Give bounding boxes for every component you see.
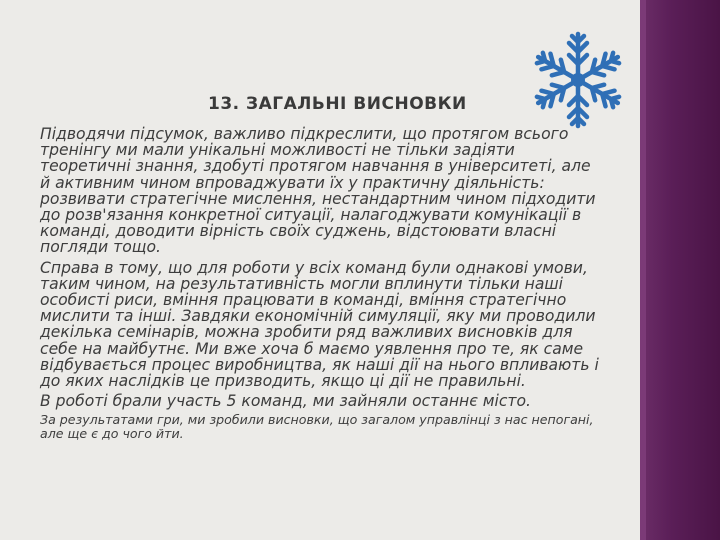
paragraph-teams: В роботі брали участь 5 команд, ми зайняли останнє місто. xyxy=(40,392,531,411)
slide-title: 13. ЗАГАЛЬНІ ВИСНОВКИ xyxy=(208,94,467,114)
slide-content xyxy=(40,126,605,445)
decorative-sidebar xyxy=(640,0,720,540)
paragraph-summary: Підводячи підсумок, важливо підкреслити, що протягом всього тренінгу ми мали унікальні можливості не тільки задіяти теоретичні знання, здобуті протягом навчання в університеті, але й активним чином впроваджувати їх у практичну діяльність: розвивати стратегічне мислення, нестандартним чином підходити до розв'язання конкретної ситуації, налагоджувати комунікації в команді, доводити вірність своїх суджень, відстоювати власні погляди тощо. xyxy=(40,125,596,257)
paragraph-conclusion: За результатами гри, ми зробили висновки, що загалом управлінці з нас непогані, але ще є до чого йти. xyxy=(40,412,594,442)
snowflake-icon xyxy=(528,30,628,130)
paragraph-conditions: Справа в тому, що для роботи у всіх команд були однакові умови, таким чином, на результативність могли вплинути тільки наші особисті риси, вміння працювати в команді, вміння стратегічно мислити та інші. Завдяки економічній симуляції, яку ми проводили декілька семінарів, можна зробити ряд важливих висновків для себе на майбутнє. Ми вже хоча б маємо уявлення про те, як саме відбувається процес виробництва, як наші дії на нього впливають і до яких наслідків це призводить, якщо ці дії не правильні. xyxy=(40,258,599,391)
